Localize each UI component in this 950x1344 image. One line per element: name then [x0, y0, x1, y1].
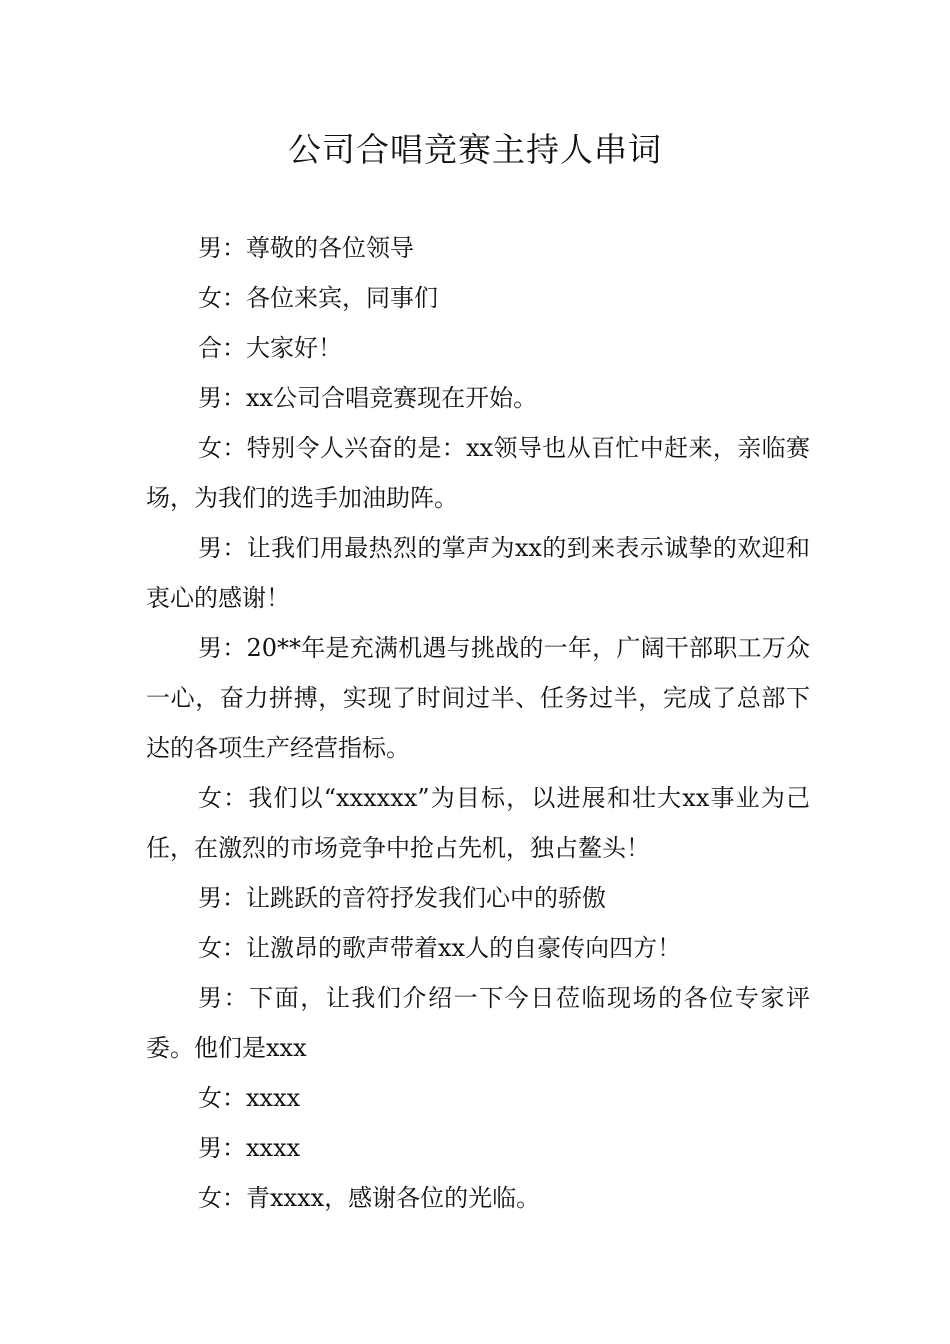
paragraph-5: 女：特别令人兴奋的是：xx领导也从百忙中赶来，亲临赛场，为我们的选手加油助阵。	[146, 434, 810, 512]
paragraph-2: 女：各位来宾，同事们	[198, 284, 438, 312]
paragraph-8: 女：我们以“xxxxxx”为目标，以进展和壮大xx事业为己任，在激烈的市场竞争中抢占先机，独占鳌头！	[146, 784, 810, 862]
document-title: 公司合唱竞赛主持人串词	[288, 130, 662, 169]
paragraph-14: 女：青xxxx，感谢各位的光临。	[198, 1184, 541, 1212]
paragraph-4: 男：xx公司合唱竞赛现在开始。	[198, 384, 538, 412]
paragraph-13: 男：xxxx	[198, 1134, 301, 1162]
paragraph-3: 合：大家好！	[198, 334, 342, 362]
paragraph-6: 男：让我们用最热烈的掌声为xx的到来表示诚挚的欢迎和衷心的感谢！	[146, 534, 810, 612]
paragraph-11: 男：下面，让我们介绍一下今日莅临现场的各位专家评委。他们是xxx	[146, 984, 810, 1062]
paragraph-10: 女：让激昂的歌声带着xx人的自豪传向四方！	[198, 934, 682, 962]
document-body	[146, 223, 810, 1223]
paragraph-7: 男：20**年是充满机遇与挑战的一年，广阔干部职工万众一心，奋力拼搏，实现了时间过半、任务过半，完成了总部下达的各项生产经营指标。	[146, 634, 810, 762]
paragraph-12: 女：xxxx	[198, 1084, 301, 1112]
paragraph-9: 男：让跳跃的音符抒发我们心中的骄傲	[198, 884, 606, 912]
paragraph-1: 男：尊敬的各位领导	[198, 234, 414, 262]
